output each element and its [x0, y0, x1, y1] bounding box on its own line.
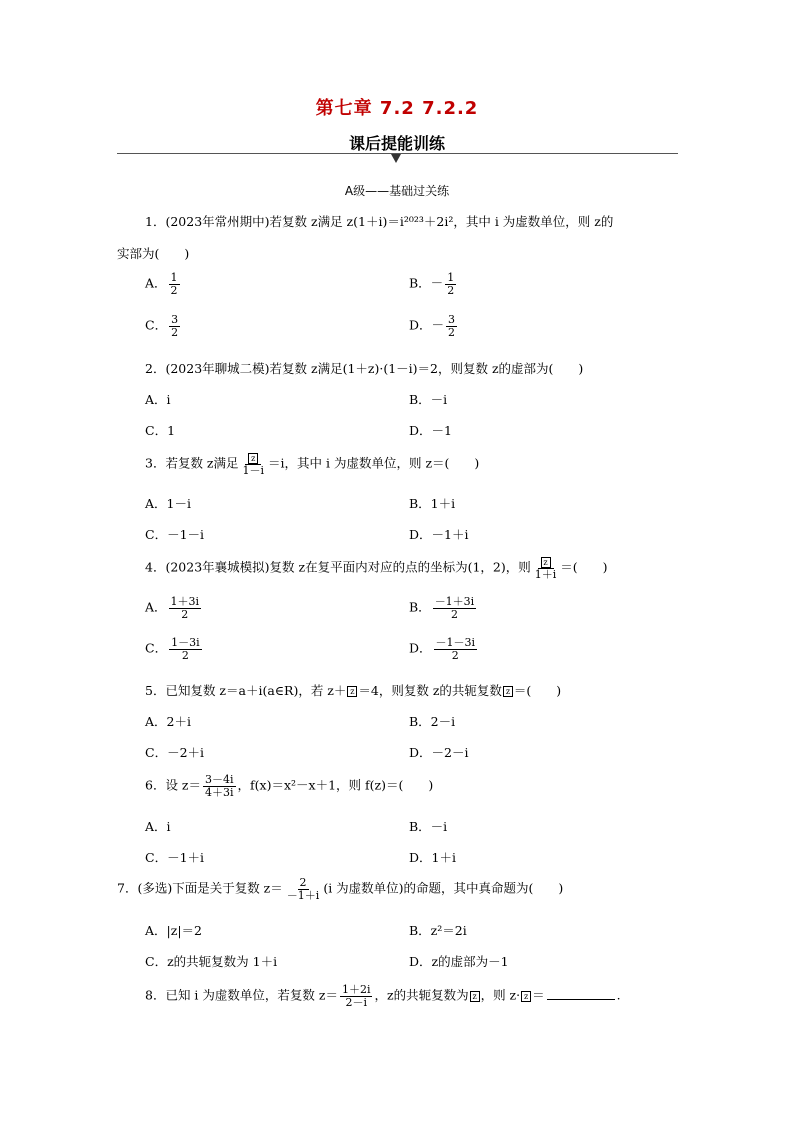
q6-option-b: B．－i — [409, 819, 448, 834]
q3-option-b: B．1＋i — [409, 496, 456, 511]
question-1-line2: 实部为( ) — [117, 246, 190, 261]
q2-option-a: A．i — [145, 392, 171, 407]
level-heading: A级——基础过关练 — [344, 184, 450, 198]
q6-option-d: D．1＋i — [409, 850, 456, 865]
q4-option-a: A． $\frac{1+3i}{2}$ — [145, 595, 200, 621]
question-8-stem: 8．已知 i 为虚数单位，若复数 z＝ $\frac{1+2i}{2-i}$ ，z的共轭复数为 z ，则 z· z ＝ . — [145, 983, 621, 1009]
q1-option-c: C． $\frac{3}{2}$ — [145, 313, 179, 339]
question-7-stem: 7．(多选)下面是关于复数 z＝ $\frac{2}{-1+i}$ (i 为虚数单位)的命题，其中真命题为( ) — [117, 876, 564, 902]
q4-option-b: B． $\frac{-1+3i}{2}$ — [409, 595, 475, 621]
q5-option-c: C．－2＋i — [145, 745, 205, 760]
question-2-stem: 2．(2023年聊城二模)若复数 z满足(1＋z)·(1－i)＝2，则复数 z的虚部为( ) — [145, 361, 584, 376]
q7-option-d: D．z的虚部为－1 — [409, 954, 509, 969]
question-3-stem: 3．若复数 z满足 $\frac{z}{1-i}$ ＝i，其中 i 为虚数单位，则 z＝( ) — [145, 453, 480, 477]
question-1-line1: 1．(2023年常州期中)若复数 z满足 z(1＋i)＝i²⁰²³＋2i²，其中 i 为虚数单位，则 z的 — [145, 214, 614, 229]
q3-option-c: C．－1－i — [145, 527, 205, 542]
answer-blank[interactable] — [547, 989, 615, 1000]
q5-option-b: B．2－i — [409, 714, 456, 729]
q3-option-d: D．－1＋i — [409, 527, 469, 542]
q4-option-c: C． $\frac{1-3i}{2}$ — [145, 636, 200, 662]
q1-option-d: D．－ $\frac{3}{2}$ — [409, 313, 456, 339]
q2-option-d: D．－1 — [409, 423, 452, 438]
q6-option-a: A．i — [145, 819, 171, 834]
question-4-stem: 4．(2023年襄城模拟)复数 z在复平面内对应的点的坐标为(1，2)，则 $\frac{z}{1+i}$ ＝( ) — [145, 557, 608, 581]
section-subtitle: 课后提能训练 — [348, 134, 445, 153]
q1-option-a: A． $\frac{1}{2}$ — [145, 271, 178, 297]
question-5-stem: 5．已知复数 z＝a＋i(a∈R)，若 z＋ z ＝4，则复数 z的共轭复数 z ＝( ) — [145, 683, 562, 698]
q5-option-a: A．2＋i — [145, 714, 191, 729]
q7-option-b: B．z²＝2i — [409, 923, 467, 938]
q2-option-c: C．1 — [145, 423, 176, 438]
q5-option-d: D．－2－i — [409, 745, 469, 760]
q7-option-c: C．z的共轭复数为 1＋i — [145, 954, 278, 969]
q7-option-a: A．|z|＝2 — [145, 923, 202, 938]
triangle-marker-icon — [391, 154, 401, 163]
q4-option-d: D． $\frac{-1-3i}{2}$ — [409, 636, 476, 662]
q6-option-c: C．－1＋i — [145, 850, 205, 865]
q1-option-b: B．－ $\frac{1}{2}$ — [409, 271, 455, 297]
chapter-title: 第七章 7.2 7.2.2 — [315, 98, 479, 119]
q3-option-a: A．1－i — [145, 496, 191, 511]
question-6-stem: 6．设 z＝ $\frac{3-4i}{4+3i}$ ，f(x)＝x²－x＋1，则 f(z)＝( ) — [145, 773, 434, 799]
q2-option-b: B．－i — [409, 392, 448, 407]
